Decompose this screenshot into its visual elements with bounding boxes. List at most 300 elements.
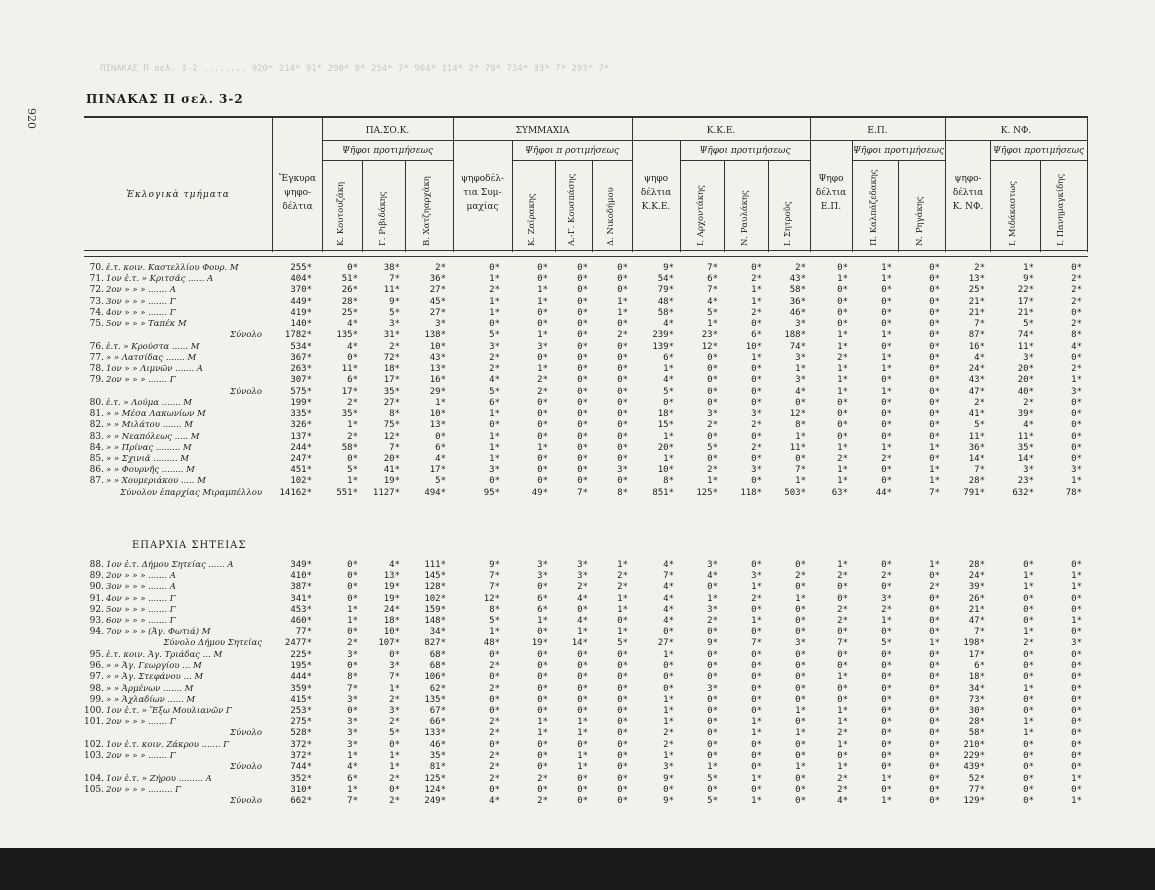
row-number: 79. [89,375,104,386]
table-cell: 21* [968,296,985,307]
table-cell: 0* [577,352,588,363]
table-row [0,285,1155,296]
row-label: 2ον » » » ....... Γ [106,717,176,728]
table-cell: 4* [435,454,446,464]
table-cell: 1* [1071,616,1082,626]
candidate-header: Κ. Κουτουζάκη [336,181,346,246]
table-cell: 2* [347,398,358,408]
table-cell: 39* [968,582,985,593]
table-cell: 0* [929,661,940,672]
row-number: 94. [89,627,104,638]
table-cell: 17* [968,649,985,660]
header-bottom-rule [84,250,1088,251]
header-bottom-rule-2 [84,256,1088,257]
table-cell: 551* [336,487,358,498]
table-cell: 1* [389,762,400,773]
table-cell: 17* [1017,296,1034,307]
kke-subheader: Ψῆφοι προτιμήσεως [699,146,791,156]
table-cell: 1* [881,796,892,807]
table-cell: 5* [707,307,718,318]
table-cell: 2* [489,762,500,773]
table-cell: 0* [489,784,500,795]
subgroup-rule [990,160,1087,161]
table-cell: 4* [1023,420,1034,431]
table-cell: 2* [617,330,628,341]
table-cell: 6* [751,330,762,341]
table-cell: 0* [617,728,628,739]
table-cell: 2* [663,728,674,739]
table-cell: 0* [1071,683,1082,694]
table-cell: 1* [837,375,848,386]
table-cell: 24* [383,604,400,615]
table-cell: 1* [489,274,500,285]
table-cell: 1* [837,274,848,285]
table-cell: 0* [617,398,628,408]
table-cell: 4* [489,375,500,386]
table-cell: 0* [577,694,588,705]
table-cell: 22* [1017,285,1034,296]
table-cell: 0* [1071,649,1082,660]
table-cell: 0* [881,627,892,638]
table-cell: 3* [795,352,806,363]
table-cell: 0* [881,739,892,750]
table-cell: 0* [881,296,892,307]
table-cell: 3* [795,375,806,386]
table-cell: 7* [489,571,500,582]
table-cell: 0* [929,274,940,285]
table-cell: 148* [424,616,446,626]
row-label: » » Λατσίδας ....... Μ [106,352,197,363]
table-cell: 5* [389,728,400,739]
table-cell: 9* [663,773,674,784]
table-cell: 3* [1071,638,1082,649]
col-divider [724,160,725,252]
row-label: » » Μιλάτου ....... Μ [106,420,193,431]
table-cell: 1* [751,773,762,784]
table-cell: 5* [663,386,674,397]
table-cell: 7* [489,582,500,593]
table-cell: 0* [1023,616,1034,626]
table-cell: 0* [795,773,806,784]
table-cell: 13* [968,274,985,285]
table-cell: 6* [707,274,718,285]
table-cell: 1* [929,442,940,453]
table-cell: 2* [389,341,400,352]
table-cell: 1* [837,672,848,683]
row-label: 2ον » » » ......... Γ [106,784,182,795]
table-cell: 0* [929,593,940,604]
table-cell: 0* [929,694,940,705]
table-cell: 494* [424,487,446,498]
row-label: 1ον » » Λιμνῶν ....... Α [106,364,203,375]
table-cell: 135* [336,330,358,341]
table-cell: 77* [295,627,312,638]
table-cell: 0* [881,476,892,487]
table-cell: 0* [347,627,358,638]
table-cell: 0* [1071,263,1082,273]
table-cell: 47* [968,616,985,626]
table-cell: 0* [617,431,628,442]
table-cell: 1* [929,560,940,570]
table-cell: 6* [537,593,548,604]
table-cell: 125* [696,487,718,498]
table-cell: 0* [577,796,588,807]
table-cell: 1* [881,773,892,784]
table-cell: 6* [537,604,548,615]
table-cell: 0* [881,683,892,694]
table-cell: 0* [617,649,628,660]
table-cell: 0* [881,705,892,716]
table-cell: 34* [968,683,985,694]
table-cell: 0* [929,285,940,296]
row-label: » » Μέσα Λακωνίων Μ [106,409,206,420]
table-cell: 1* [751,582,762,593]
table-cell: 2* [1071,296,1082,307]
table-cell: 791* [963,487,985,498]
table-cell: 5* [489,616,500,626]
table-row [0,409,1155,420]
table-cell: 2* [489,364,500,375]
table-cell: 0* [489,649,500,660]
table-cell: 3* [707,683,718,694]
table-cell: 0* [537,705,548,716]
table-cell: 1* [881,352,892,363]
table-cell: 0* [577,649,588,660]
table-cell: 367* [290,352,312,363]
table-cell: 1* [389,683,400,694]
table-cell: 0* [795,560,806,570]
row-label: 1ον ἐ.τ. » Ἔξω Μουλιανῶν Γ [106,705,232,716]
table-cell: 0* [617,352,628,363]
candidate-header: Ν. Ραυλάκης [740,190,750,246]
table-cell: 0* [347,571,358,582]
table-cell: 0* [929,751,940,761]
table-cell: 1* [1071,773,1082,784]
table-row [0,476,1155,487]
table-cell: 2* [577,582,588,593]
table-cell: 9* [663,263,674,273]
table-cell: 1* [577,627,588,638]
table-cell: 4* [707,296,718,307]
table-cell: 7* [974,465,985,476]
table-cell: 0* [577,409,588,420]
table-cell: 326* [290,420,312,431]
table-cell: 17* [341,386,358,397]
table-cell: 1* [795,762,806,773]
table-cell: 1* [837,739,848,750]
table-cell: 2* [795,263,806,273]
table-cell: 6* [435,442,446,453]
table-cell: 0* [1071,307,1082,318]
table-cell: 1* [347,616,358,626]
table-cell: 2* [1071,285,1082,296]
table-cell: 1* [881,330,892,341]
table-cell: 2* [929,582,940,593]
candidate-header: Ι. Μιδάκαστως [1008,181,1018,246]
table-cell: 0* [929,672,940,683]
row-number: 82. [89,420,104,431]
total-row [0,387,1155,398]
table-cell: 370* [290,285,312,296]
table-cell: 349* [290,560,312,570]
table-cell: 2* [347,638,358,649]
table-cell: 275* [290,717,312,728]
table-cell: 3* [707,560,718,570]
table-cell: 1* [663,454,674,464]
table-cell: 0* [837,649,848,660]
table-cell: 225* [290,649,312,660]
col-divider [1087,116,1088,252]
table-cell: 0* [707,717,718,728]
table-cell: 0* [751,694,762,705]
table-cell: 7* [795,465,806,476]
row-number: 88. [89,560,104,570]
table-cell: 1* [837,560,848,570]
table-cell: 7* [974,627,985,638]
table-cell: 4* [663,319,674,329]
table-cell: 36* [789,296,806,307]
table-cell: 1* [537,364,548,375]
row-label: » » Ἀγ. Γεωργίου ... Μ [106,661,202,672]
table-cell: 0* [795,627,806,638]
row-label-header: Ἐκλογικὰ τμήματα [126,190,230,200]
table-cell: 1* [837,476,848,487]
table-cell: 0* [929,762,940,773]
col-divider [768,160,769,252]
knf-header: Κ. ΝΦ. [1000,126,1032,136]
row-label: 5ον » » » ....... Γ [106,604,176,615]
table-cell: 30* [968,705,985,716]
table-cell: 0* [489,319,500,329]
table-cell: 1* [347,751,358,761]
table-cell: 1* [489,431,500,442]
table-cell: 0* [795,604,806,615]
table-cell: 2* [707,465,718,476]
table-cell: 1* [837,465,848,476]
table-cell: 0* [929,341,940,352]
row-number: 80. [89,398,104,408]
table-cell: 0* [663,661,674,672]
table-cell: 419* [290,307,312,318]
table-cell: 0* [929,330,940,341]
table-cell: 0* [881,375,892,386]
table-cell: 139* [652,341,674,352]
table-cell: 0* [537,661,548,672]
table-cell: 0* [929,307,940,318]
col-divider [272,116,273,252]
table-cell: 0* [751,784,762,795]
table-cell: 3* [617,465,628,476]
table-cell: 0* [881,560,892,570]
table-cell: 2* [881,604,892,615]
table-cell: 0* [663,672,674,683]
table-cell: 0* [929,263,940,273]
table-cell: 28* [968,476,985,487]
table-cell: 159* [424,604,446,615]
table-cell: 195* [290,661,312,672]
table-cell: 0* [1071,627,1082,638]
row-number: 87. [89,476,104,487]
table-cell: 0* [881,694,892,705]
table-cell: 0* [707,739,718,750]
table-cell: 1* [837,717,848,728]
row-number: 93. [89,616,104,626]
table-cell: 2* [751,307,762,318]
table-cell: 0* [795,661,806,672]
table-cell: 2* [617,582,628,593]
table-cell: 0* [617,386,628,397]
row-label: Σύνολο [230,330,262,341]
table-cell: 1* [347,784,358,795]
table-cell: 1* [795,431,806,442]
table-cell: 0* [929,296,940,307]
table-cell: 0* [1023,796,1034,807]
table-cell: 449* [290,296,312,307]
table-cell: 4* [577,593,588,604]
table-cell: 3* [795,319,806,329]
table-cell: 0* [881,319,892,329]
table-cell: 0* [617,420,628,431]
table-cell: 0* [577,476,588,487]
table-row [0,465,1155,476]
subgroup-rule [852,160,945,161]
table-cell: 1* [751,717,762,728]
table-cell: 0* [537,751,548,761]
table-cell: 0* [751,560,762,570]
row-number: 103. [84,751,105,761]
table-cell: 4* [347,319,358,329]
table-cell: 19* [383,476,400,487]
table-cell: 0* [929,683,940,694]
table-cell: 40* [1017,386,1034,397]
row-number: 73. [89,296,104,307]
table-cell: 0* [537,409,548,420]
table-cell: 0* [751,661,762,672]
table-cell: 249* [424,796,446,807]
table-cell: 5* [489,330,500,341]
table-cell: 1* [347,476,358,487]
table-cell: 1* [1071,375,1082,386]
col-divider [555,160,556,252]
table-cell: 632* [1012,487,1034,498]
table-cell: 0* [347,263,358,273]
table-cell: 0* [617,616,628,626]
table-cell: 439* [963,762,985,773]
candidate-header: Π. Καλπάζεδακης [869,169,879,246]
table-cell: 0* [837,661,848,672]
table-cell: 5* [617,638,628,649]
table-cell: 0* [707,375,718,386]
table-cell: 0* [577,604,588,615]
table-cell: 4* [707,571,718,582]
table-cell: 0* [617,773,628,784]
table-cell: 28* [341,296,358,307]
table-cell: 0* [929,431,940,442]
table-cell: 0* [489,739,500,750]
total-row [0,488,1155,499]
row-number: 104. [84,773,105,784]
table-cell: 2* [347,431,358,442]
table-cell: 7* [389,442,400,453]
table-cell: 444* [290,672,312,683]
table-row [0,297,1155,308]
table-cell: 0* [707,454,718,464]
table-cell: 0* [1023,762,1034,773]
table-cell: 49* [531,487,548,498]
table-cell: 13* [429,364,446,375]
table-cell: 453* [290,604,312,615]
table-cell: 0* [707,582,718,593]
row-label: 4ον » » » ....... Γ [106,593,176,604]
table-cell: 0* [929,728,940,739]
section-title-siteia: ΕΠΑΡΧΙΑ ΣΗΤΕΙΑΣ [132,540,247,551]
table-cell: 0* [929,784,940,795]
table-cell: 0* [751,762,762,773]
table-cell: 18* [657,409,674,420]
table-cell: 253* [290,705,312,716]
table-cell: 1* [795,593,806,604]
table-cell: 27* [429,307,446,318]
table-cell: 10* [657,465,674,476]
table-cell: 0* [577,398,588,408]
table-cell: 0* [435,431,446,442]
table-cell: 0* [881,465,892,476]
table-cell: 13* [429,420,446,431]
table-cell: 1* [837,442,848,453]
table-cell: 0* [795,398,806,408]
table-cell: 0* [929,739,940,750]
table-cell: 0* [707,672,718,683]
table-cell: 0* [1023,705,1034,716]
table-cell: 0* [751,364,762,375]
table-cell: 2* [1023,398,1034,408]
table-cell: 0* [537,582,548,593]
table-cell: 0* [537,465,548,476]
table-cell: 310* [290,784,312,795]
table-cell: 11* [341,364,358,375]
table-cell: 77* [968,784,985,795]
table-cell: 68* [429,649,446,660]
table-cell: 0* [617,661,628,672]
table-cell: 0* [929,616,940,626]
table-cell: 21* [968,604,985,615]
table-cell: 3* [1071,386,1082,397]
row-label: » » Χουμεριάκου ..... Μ [106,476,206,487]
kke-header: Κ.Κ.Ε. [706,126,736,136]
symmachia-header: ΣΥΜΜΑΧΙΑ [515,126,570,136]
table-cell: 7* [974,319,985,329]
row-label: » » Φουρνῆς ........ Μ [106,465,195,476]
table-cell: 2* [489,751,500,761]
table-cell: 52* [968,773,985,784]
table-row [0,560,1155,571]
table-cell: 528* [290,728,312,739]
row-number: 70. [89,263,104,273]
col-divider [322,116,323,252]
table-row [0,454,1155,465]
table-cell: 0* [707,431,718,442]
table-cell: 0* [577,705,588,716]
table-cell: 1* [1023,627,1034,638]
table-cell: 2* [837,728,848,739]
table-cell: 8* [617,487,628,498]
table-cell: 0* [929,649,940,660]
table-cell: 0* [1023,672,1034,683]
table-cell: 21* [968,307,985,318]
table-cell: 1* [663,364,674,375]
table-cell: 38* [383,263,400,273]
table-cell: 0* [577,285,588,296]
